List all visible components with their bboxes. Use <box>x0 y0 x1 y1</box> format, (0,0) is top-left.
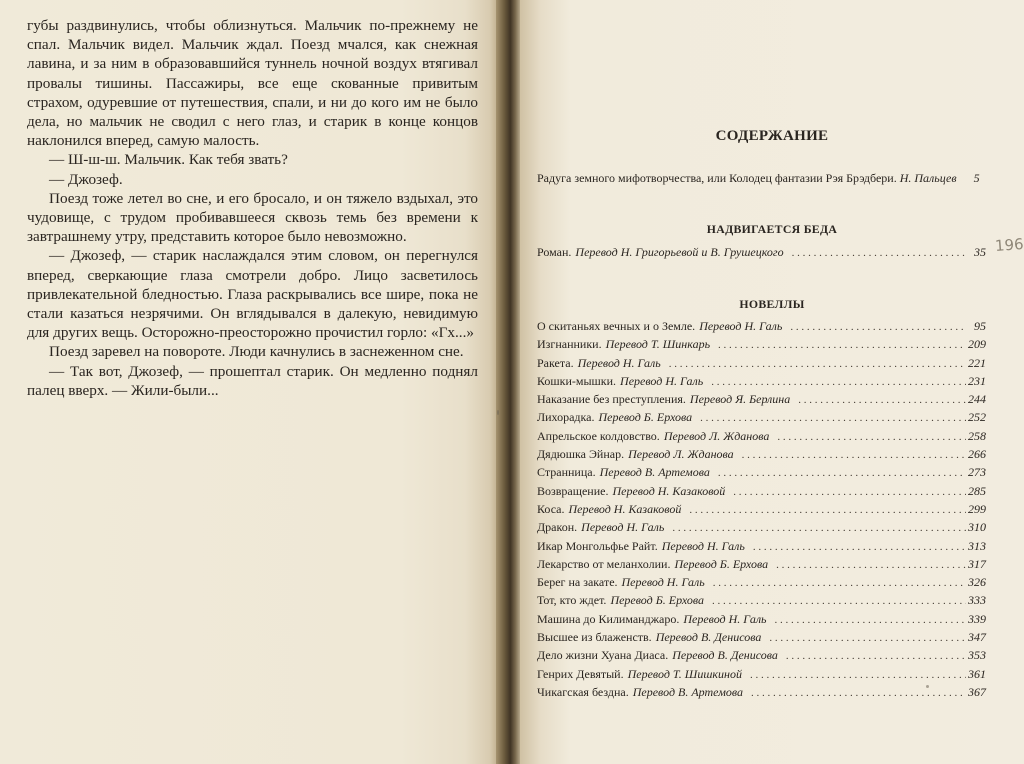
toc-list-novel <box>537 245 986 263</box>
toc-entry[interactable] <box>537 557 986 575</box>
entry-translator: Перевод Б. Ерхова <box>674 556 769 571</box>
entry-translator: Перевод Н. Григорьевой и В. Грушецкого <box>575 245 784 259</box>
entry-page-number: 299 <box>968 501 986 516</box>
dot-leader <box>672 522 966 534</box>
entry-title: Странница. <box>537 465 596 480</box>
story-text <box>27 16 478 400</box>
entry-translator: Перевод Н. Галь <box>581 520 665 535</box>
dot-leader <box>733 486 966 498</box>
entry-page-number: 313 <box>968 538 986 553</box>
dot-leader <box>742 449 966 461</box>
dot-leader <box>712 595 966 607</box>
entry-title: Наказание без преступления. <box>537 392 686 407</box>
toc-entry[interactable] <box>537 245 986 263</box>
entry-page-number: 95 <box>974 319 986 333</box>
toc-entry[interactable] <box>537 319 986 337</box>
entry-page-number: 209 <box>968 337 986 352</box>
toc-entry[interactable] <box>537 648 986 666</box>
toc-entry[interactable] <box>537 484 986 502</box>
paragraph: Поезд заревел на повороте. Люди качнулись в заснеженном сне. <box>49 343 464 361</box>
paper-speck <box>926 685 929 688</box>
entry-translator: Перевод В. Денисова <box>672 648 778 663</box>
entry-translator: Перевод Н. Казаковой <box>568 501 682 516</box>
dot-leader <box>776 559 966 571</box>
dot-leader <box>750 669 966 681</box>
toc-entry[interactable] <box>537 337 986 355</box>
entry-translator: Перевод В. Денисова <box>655 630 762 645</box>
toc-intro-entry[interactable] <box>537 170 1007 186</box>
entry-title: Апрельское колдовство. <box>537 428 660 443</box>
entry-page-number: 285 <box>968 483 986 498</box>
intro-page-number: 5 <box>973 171 980 185</box>
entry-translator: Перевод Б. Ерхова <box>598 410 693 425</box>
toc-entry[interactable] <box>537 447 986 465</box>
entry-page-number: 333 <box>968 593 986 608</box>
entry-title: Чикагская бездна. <box>537 684 629 699</box>
toc-entry[interactable] <box>537 520 986 538</box>
entry-translator: Перевод В. Артемова <box>632 684 743 699</box>
toc-entry[interactable] <box>537 392 986 410</box>
entry-title: Высшее из блаженств. <box>537 630 652 645</box>
section-heading-stories: НОВЕЛЛЫ <box>739 297 805 311</box>
entry-page-number: 339 <box>968 611 986 626</box>
entry-page-number: 244 <box>968 392 986 407</box>
entry-translator: Перевод Я. Берлина <box>689 392 791 407</box>
entry-page-number: 347 <box>968 630 986 645</box>
entry-page-number: 326 <box>968 575 986 590</box>
entry-page-number: 367 <box>968 684 986 699</box>
dot-leader <box>798 394 966 406</box>
book-gutter <box>496 0 522 764</box>
toc-entry[interactable] <box>537 667 986 685</box>
entry-translator: Перевод Б. Ерхова <box>610 593 705 608</box>
toc-entry[interactable] <box>537 429 986 447</box>
entry-translator: Перевод В. Артемова <box>599 465 710 480</box>
pencil-annotation: 196 <box>994 235 1024 255</box>
entry-translator: Перевод Н. Галь <box>620 373 704 388</box>
entry-page-number: 353 <box>968 648 986 663</box>
entry-page-number: 221 <box>968 355 986 370</box>
entry-translator: Перевод Т. Шинкарь <box>605 337 711 352</box>
toc-list-stories <box>537 319 986 703</box>
entry-title: О скитаньях вечных и о Земле. <box>537 319 696 333</box>
contents-page <box>520 0 1024 764</box>
dot-leader <box>769 632 966 644</box>
entry-page-number: 258 <box>968 428 986 443</box>
entry-translator: Перевод Л. Жданова <box>628 447 734 462</box>
entry-page-number: 361 <box>968 666 986 681</box>
entry-title: Дядюшка Эйнар. <box>537 447 625 462</box>
toc-entry[interactable] <box>537 410 986 428</box>
toc-entry[interactable] <box>537 685 986 703</box>
dot-leader <box>689 504 966 516</box>
entry-translator: Перевод Т. Шишкиной <box>627 666 742 681</box>
toc-entry[interactable] <box>537 539 986 557</box>
entry-page-number: 273 <box>968 465 986 480</box>
entry-title: Икар Монгольфье Райт. <box>537 538 658 553</box>
entry-page-number: 310 <box>968 520 986 535</box>
entry-title: Дело жизни Хуана Диаса. <box>537 648 669 663</box>
entry-translator: Перевод Н. Галь <box>699 319 783 333</box>
entry-title: Ракета. <box>537 355 574 370</box>
dot-leader <box>700 412 966 424</box>
entry-title: Берег на закате. <box>537 575 618 590</box>
dot-leader <box>777 431 966 443</box>
entry-title: Машина до Килиманджаро. <box>537 611 680 626</box>
toc-entry[interactable] <box>537 502 986 520</box>
entry-translator: Перевод Н. Галь <box>621 575 705 590</box>
entry-title: Роман. <box>537 245 572 259</box>
paragraph: — Джозеф. <box>49 170 123 188</box>
left-page <box>0 0 500 764</box>
entry-page-number: 266 <box>968 447 986 462</box>
paragraph: — Ш-ш-ш. Мальчик. Как тебя звать? <box>49 151 288 169</box>
dot-leader <box>713 577 966 589</box>
entry-page-number: 35 <box>974 245 986 259</box>
intro-author: Н. Пальцев <box>899 171 957 185</box>
entry-title: Дракон. <box>537 520 578 535</box>
entry-title: Лихорадка. <box>537 410 595 425</box>
contents-title: СОДЕРЖАНИЕ <box>715 128 829 144</box>
dot-leader <box>711 376 966 388</box>
toc-entry[interactable] <box>537 575 986 593</box>
toc-entry[interactable] <box>537 630 986 648</box>
paragraph: Поезд тоже летел во сне, и его бросало, и он тяжело вздыхал, это чудовище, с трудом пробивавшееся сквозь темь без времени к завтрашнему утру, представить которое было невозможно. <box>27 189 478 246</box>
dot-leader <box>792 247 966 259</box>
entry-translator: Перевод Н. Галь <box>661 538 745 553</box>
entry-title: Возвращение. <box>537 483 609 498</box>
dot-leader <box>753 541 966 553</box>
entry-translator: Перевод Н. Галь <box>577 355 661 370</box>
dot-leader <box>786 650 966 662</box>
entry-translator: Перевод Н. Галь <box>683 611 767 626</box>
section-heading-novel: НАДВИГАЕТСЯ БЕДА <box>706 222 838 236</box>
paragraph: — Так вот, Джозеф, — прошептал старик. Он медленно поднял палец вверх. — Жили-были... <box>27 362 478 399</box>
entry-title: Генрих Девятый. <box>537 666 624 681</box>
dot-leader <box>669 358 966 370</box>
paper-speck <box>497 410 499 415</box>
toc-entry[interactable] <box>537 612 986 630</box>
dot-leader <box>775 614 966 626</box>
entry-page-number: 317 <box>968 556 986 571</box>
entry-translator: Перевод Н. Казаковой <box>612 483 726 498</box>
entry-title: Тот, кто ждет. <box>537 593 607 608</box>
toc-entry[interactable] <box>537 356 986 374</box>
dot-leader <box>790 321 966 333</box>
intro-title: Радуга земного мифотворчества, или Колодец фантазии Рэя Брэдбери. <box>537 171 897 185</box>
entry-translator: Перевод Л. Жданова <box>663 428 770 443</box>
entry-title: Кошки-мышки. <box>537 373 617 388</box>
entry-page-number: 231 <box>968 373 986 388</box>
dot-leader <box>718 339 966 351</box>
entry-title: Изгнанники. <box>537 337 602 352</box>
entry-page-number: 252 <box>968 410 986 425</box>
toc-entry[interactable] <box>537 374 986 392</box>
paragraph: губы раздвинулись, чтобы облизнуться. Мальчик по-прежнему не спал. Мальчик видел. Мальчик ждал. Поезд мчался, как снежная лавина, и за ним в образовавшийся туннель ночной воздух втягивал провалы тишины. Пассажиры, все еще скованные привитым страхом, одуревшие от путешествия, спали, и ни до кого им не было дела, но мальчик не сводил с него глаз, и старик в конце концов наклонился вперед, самую малость. <box>27 17 478 150</box>
dot-leader <box>751 687 966 699</box>
toc-entry[interactable] <box>537 593 986 611</box>
toc-entry[interactable] <box>537 465 986 483</box>
entry-title: Лекарство от меланхолии. <box>537 556 671 571</box>
paragraph: — Джозеф, — старик наслаждался этим словом, он перегнулся вперед, сверкающие глаза смотрели добро. Лицо засветилось привлекательной бледностью. Глаза раскрывались все шире, пока не стали казаться незрячими. Он вглядывался в далекую, невидимую для других вещь. Осторожно-преосторожно прочистил горло: «Гх...» <box>27 247 478 342</box>
entry-title: Коса. <box>537 501 565 516</box>
dot-leader <box>718 467 966 479</box>
